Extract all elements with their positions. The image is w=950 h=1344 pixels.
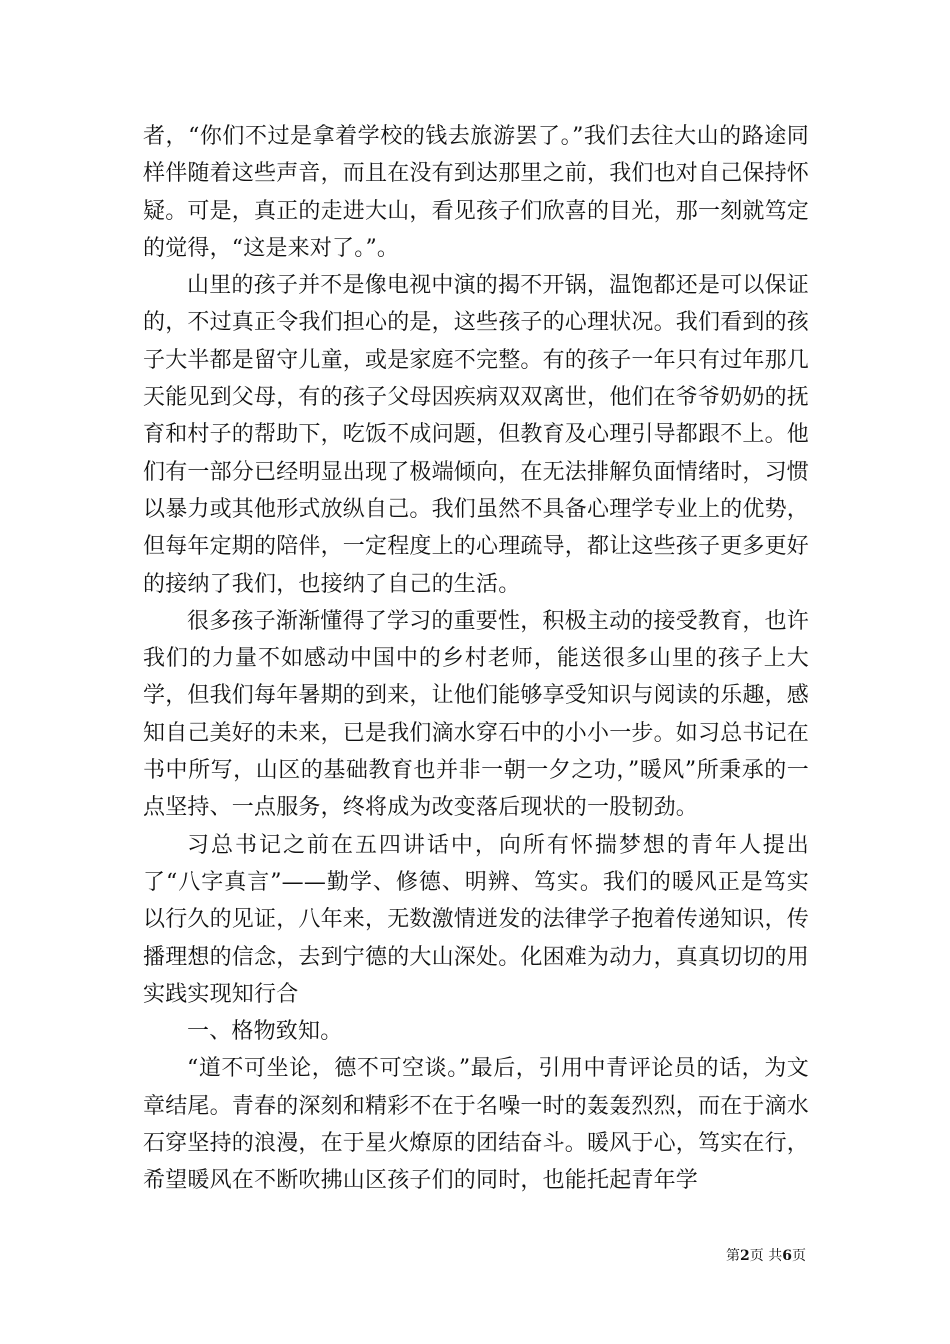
section-heading: 一、格物致知。 <box>187 1019 343 1045</box>
paragraph-1: 者，“你们不过是拿着学校的钱去旅游罢了。”我们去往大山的路途同样伴随着这些声音，而且在没有到达那里之前，我们也对自己保持怀疑。可是，真正的走进大山，看见孩子们欣喜的目光，那一刻就笃定的觉得，“这是来对了。”。 <box>143 124 810 261</box>
paragraph-2: 山里的孩子并不是像电视中演的揭不开锅，温饱都还是可以保证的，不过真正令我们担心的是，这些孩子的心理状况。我们看到的孩子大半都是留守儿童，或是家庭不完整。有的孩子一年只有过年那几天能见到父母，有的孩子父母因疾病双双离世，他们在爷爷奶奶的抚育和村子的帮助下，吃饭不成问题，但教育及心理引导都跟不上。他们有一部分已经明显出现了极端倾向，在无法排解负面情绪时，习惯以暴力或其他形式放纵自己。我们虽然不具备心理学专业上的优势，但每年定期的陪伴，一定程度上的心理疏导，都让这些孩子更多更好的接纳了我们，也接纳了自己的生活。 <box>143 273 810 597</box>
current-page-number: 2 <box>740 1248 750 1264</box>
footer-suffix: 页 <box>792 1248 806 1264</box>
paragraph-5: “道不可坐论，德不可空谈。”最后，引用中青评论员的话，为文章结尾。青春的深刻和精彩不在于名噪一时的轰轰烈烈，而在于滴水石穿坚持的浪漫，在于星火燎原的团结奋斗。暖风于心，笃实在行，希望暖风在不断吹拂山区孩子们的同时，也能托起青年学 <box>143 1056 810 1194</box>
footer-prefix: 第 <box>726 1248 741 1264</box>
total-pages-number: 6 <box>782 1248 792 1264</box>
paragraph-4: 习总书记之前在五四讲话中，向所有怀揣梦想的青年人提出了“八字真言”——勤学、修德、明辨、笃实。我们的暖风正是笃实以行久的见证，八年来，无数激情迸发的法律学子抱着传递知识，传播理想的信念，去到宁德的大山深处。化困难为动力，真真切切的用实践实现知行合 <box>143 832 810 1007</box>
page-footer <box>726 1247 806 1265</box>
paragraph-3: 很多孩子渐渐懂得了学习的重要性，积极主动的接受教育，也许我们的力量不如感动中国中的乡村老师，能送很多山里的孩子上大学，但我们每年暑期的到来，让他们能够享受知识与阅读的乐趣，感知自己美好的未来，已是我们滴水穿石中的小小一步。如习总书记在书中所写，山区的基础教育也并非一朝一夕之功，”暖风”所秉承的一点坚持、一点服务，终将成为改变落后现状的一股韧劲。 <box>143 608 810 821</box>
footer-middle: 页 共 <box>749 1248 783 1264</box>
document-body <box>143 118 809 1200</box>
